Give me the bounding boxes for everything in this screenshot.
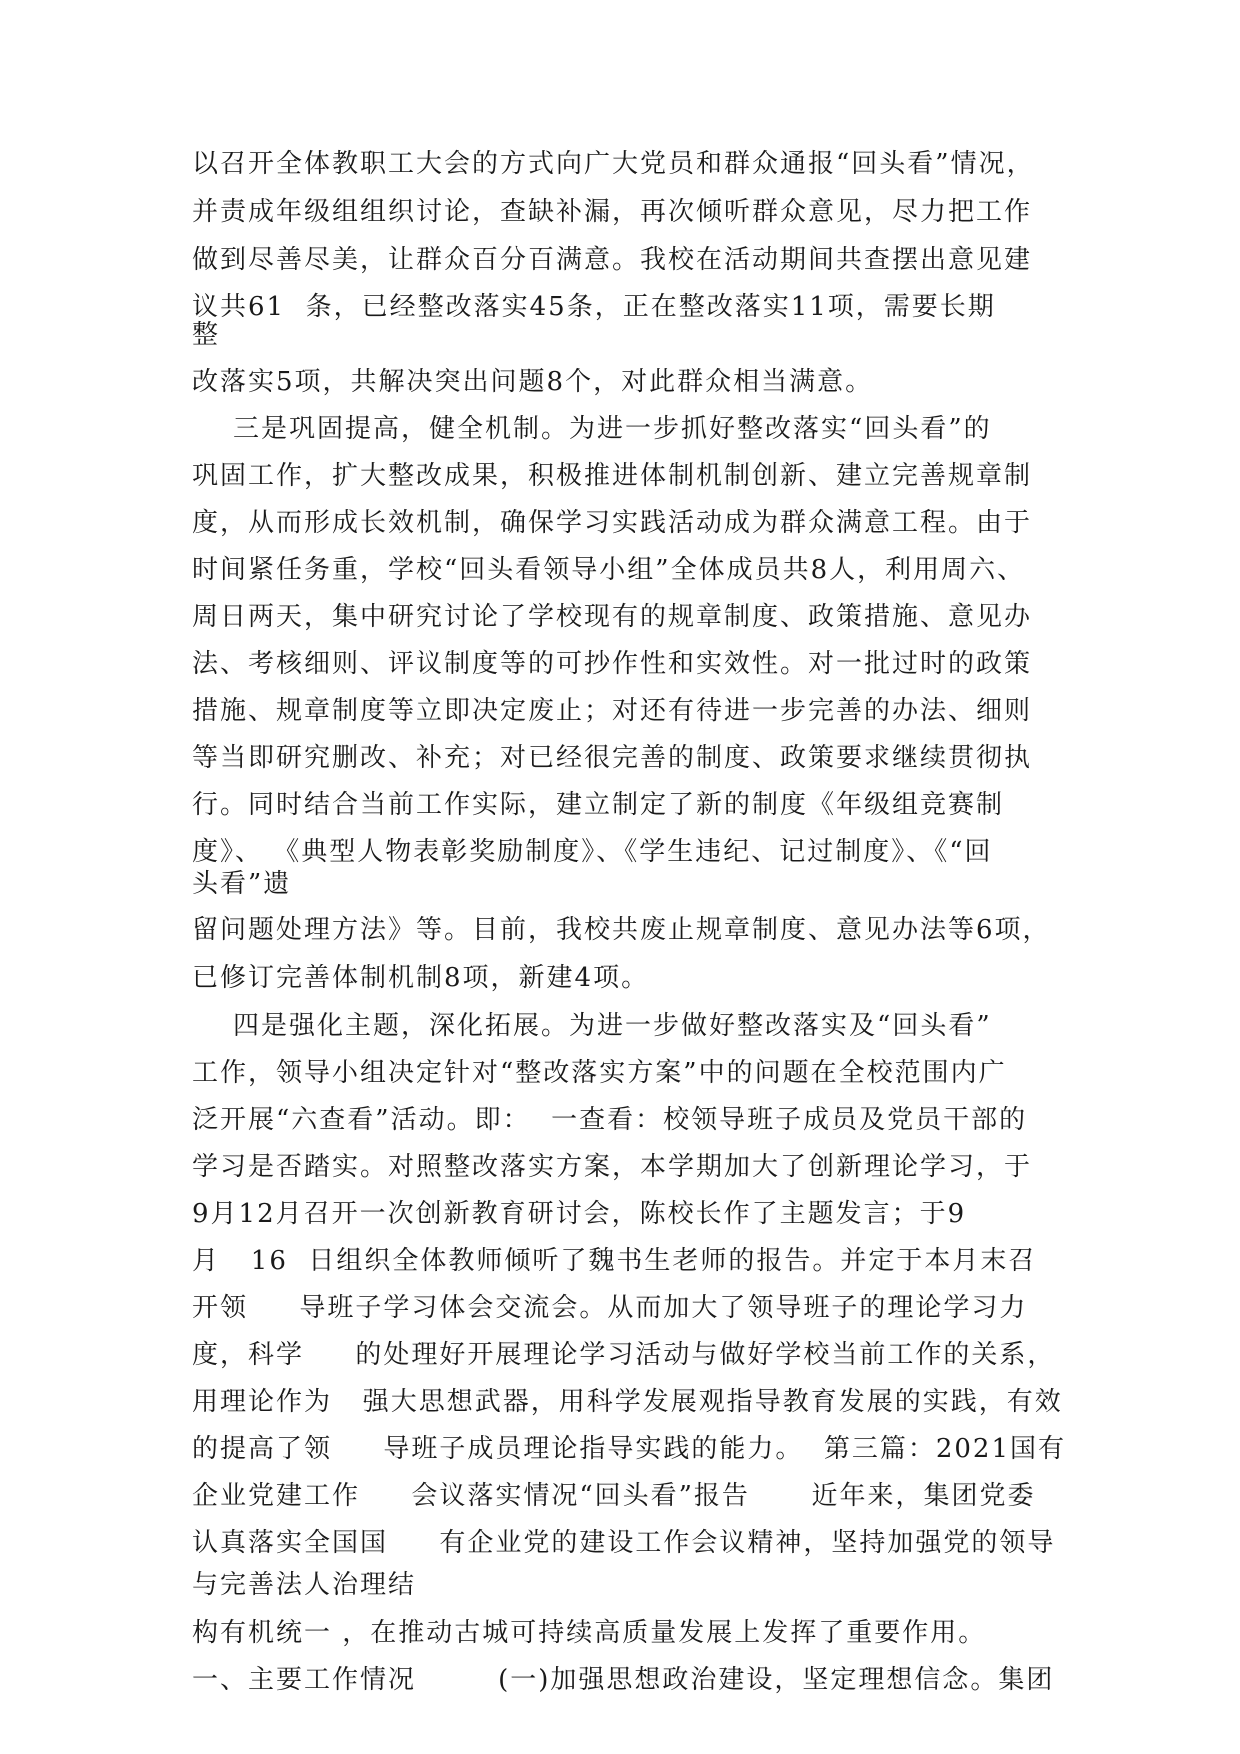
text-line: 与完善法人治理结	[192, 1570, 417, 1600]
text-line: 做到尽善尽美，让群众百分百满意。我校在活动期间共查摆出意见建	[192, 245, 1033, 275]
text-line: 工作，领导小组决定针对“整改落实方案”中的问题在全校范围内广	[192, 1058, 1007, 1088]
text-line: 度》、 《典型人物表彰奖励制度》、《学生违纪、记过制度》、《“回	[192, 837, 993, 867]
text-line: 学习是否踏实。对照整改落实方案，本学期加大了创新理论学习，于	[192, 1152, 1033, 1182]
text-line: 议共61 条，已经整改落实45条，正在整改落实11项，需要长期	[192, 292, 996, 322]
text-line: 已修订完善体制机制8项，新建4项。	[192, 963, 650, 993]
text-line: 措施、规章制度等立即决定废止；对还有待进一步完善的办法、细则	[192, 696, 1033, 726]
text-line: 留问题处理方法》等。目前，我校共废止规章制度、意见办法等6项，	[192, 915, 1051, 945]
text-line: 用理论作为 强大思想武器，用科学发展观指导教育发展的实践，有效	[192, 1387, 1063, 1417]
text-line: 整	[192, 320, 221, 350]
text-line: 度，从而形成长效机制，确保学习实践活动成为群众满意工程。由于	[192, 508, 1033, 538]
text-line: 头看”遗	[192, 869, 292, 899]
text-line: 月 16 日组织全体教师倾听了魏书生老师的报告。并定于本月末召	[192, 1246, 1037, 1276]
text-line: 时间紧任务重，学校“回头看领导小组”全体成员共8人，利用周六、	[192, 555, 1026, 585]
text-line: 并责成年级组组织讨论，查缺补漏，再次倾听群众意见，尽力把工作	[192, 197, 1033, 227]
text-line: 开领 导班子学习体会交流会。从而加大了领导班子的理论学习力	[192, 1293, 1028, 1323]
text-line: 度，科学 的处理好开展理论学习活动与做好学校当前工作的关系，	[192, 1340, 1056, 1370]
text-line: 法、考核细则、评议制度等的可抄作性和实效性。对一批过时的政策	[192, 649, 1033, 679]
text-line: 等当即研究删改、补充；对已经很完善的制度、政策要求继续贯彻执	[192, 743, 1033, 773]
text-line: 泛开展“六查看”活动。即： 一查看：校领导班子成员及党员干部的	[192, 1105, 1028, 1135]
paragraph-start: 四是强化主题，深化拓展。为进一步做好整改落实及“回头看”	[192, 1011, 992, 1041]
text-line: 以召开全体教职工大会的方式向广大党员和群众通报“回头看”情况，	[192, 149, 1035, 179]
text-line: 构有机统一 ，在推动古城可持续高质量发展上发挥了重要作用。	[192, 1618, 987, 1648]
text-line: 认真落实全国国 有企业党的建设工作会议精神，坚持加强党的领导	[192, 1528, 1056, 1558]
text-line: 企业党建工作 会议落实情况“回头看”报告 近年来，集团党委	[192, 1481, 1036, 1511]
text-line: 改落实5项，共解决突出问题8个，对此群众相当满意。	[192, 367, 874, 397]
text-line: 9月12月召开一次创新教育研讨会，陈校长作了主题发言；于9	[192, 1199, 967, 1229]
text-line: 的提高了领 导班子成员理论指导实践的能力。 第三篇：2021国有	[192, 1434, 1067, 1464]
text-line: 巩固工作，扩大整改成果，积极推进体制机制创新、建立完善规章制	[192, 461, 1033, 491]
text-line: 行。同时结合当前工作实际，建立制定了新的制度《年级组竞赛制	[192, 790, 1005, 820]
paragraph-start: 三是巩固提高，健全机制。为进一步抓好整改落实“回头看”的	[192, 414, 992, 444]
text-line: 周日两天，集中研究讨论了学校现有的规章制度、政策措施、意见办	[192, 602, 1033, 632]
text-line: 一、主要工作情况 (一)加强思想政治建设，坚定理想信念。集团	[192, 1665, 1055, 1695]
